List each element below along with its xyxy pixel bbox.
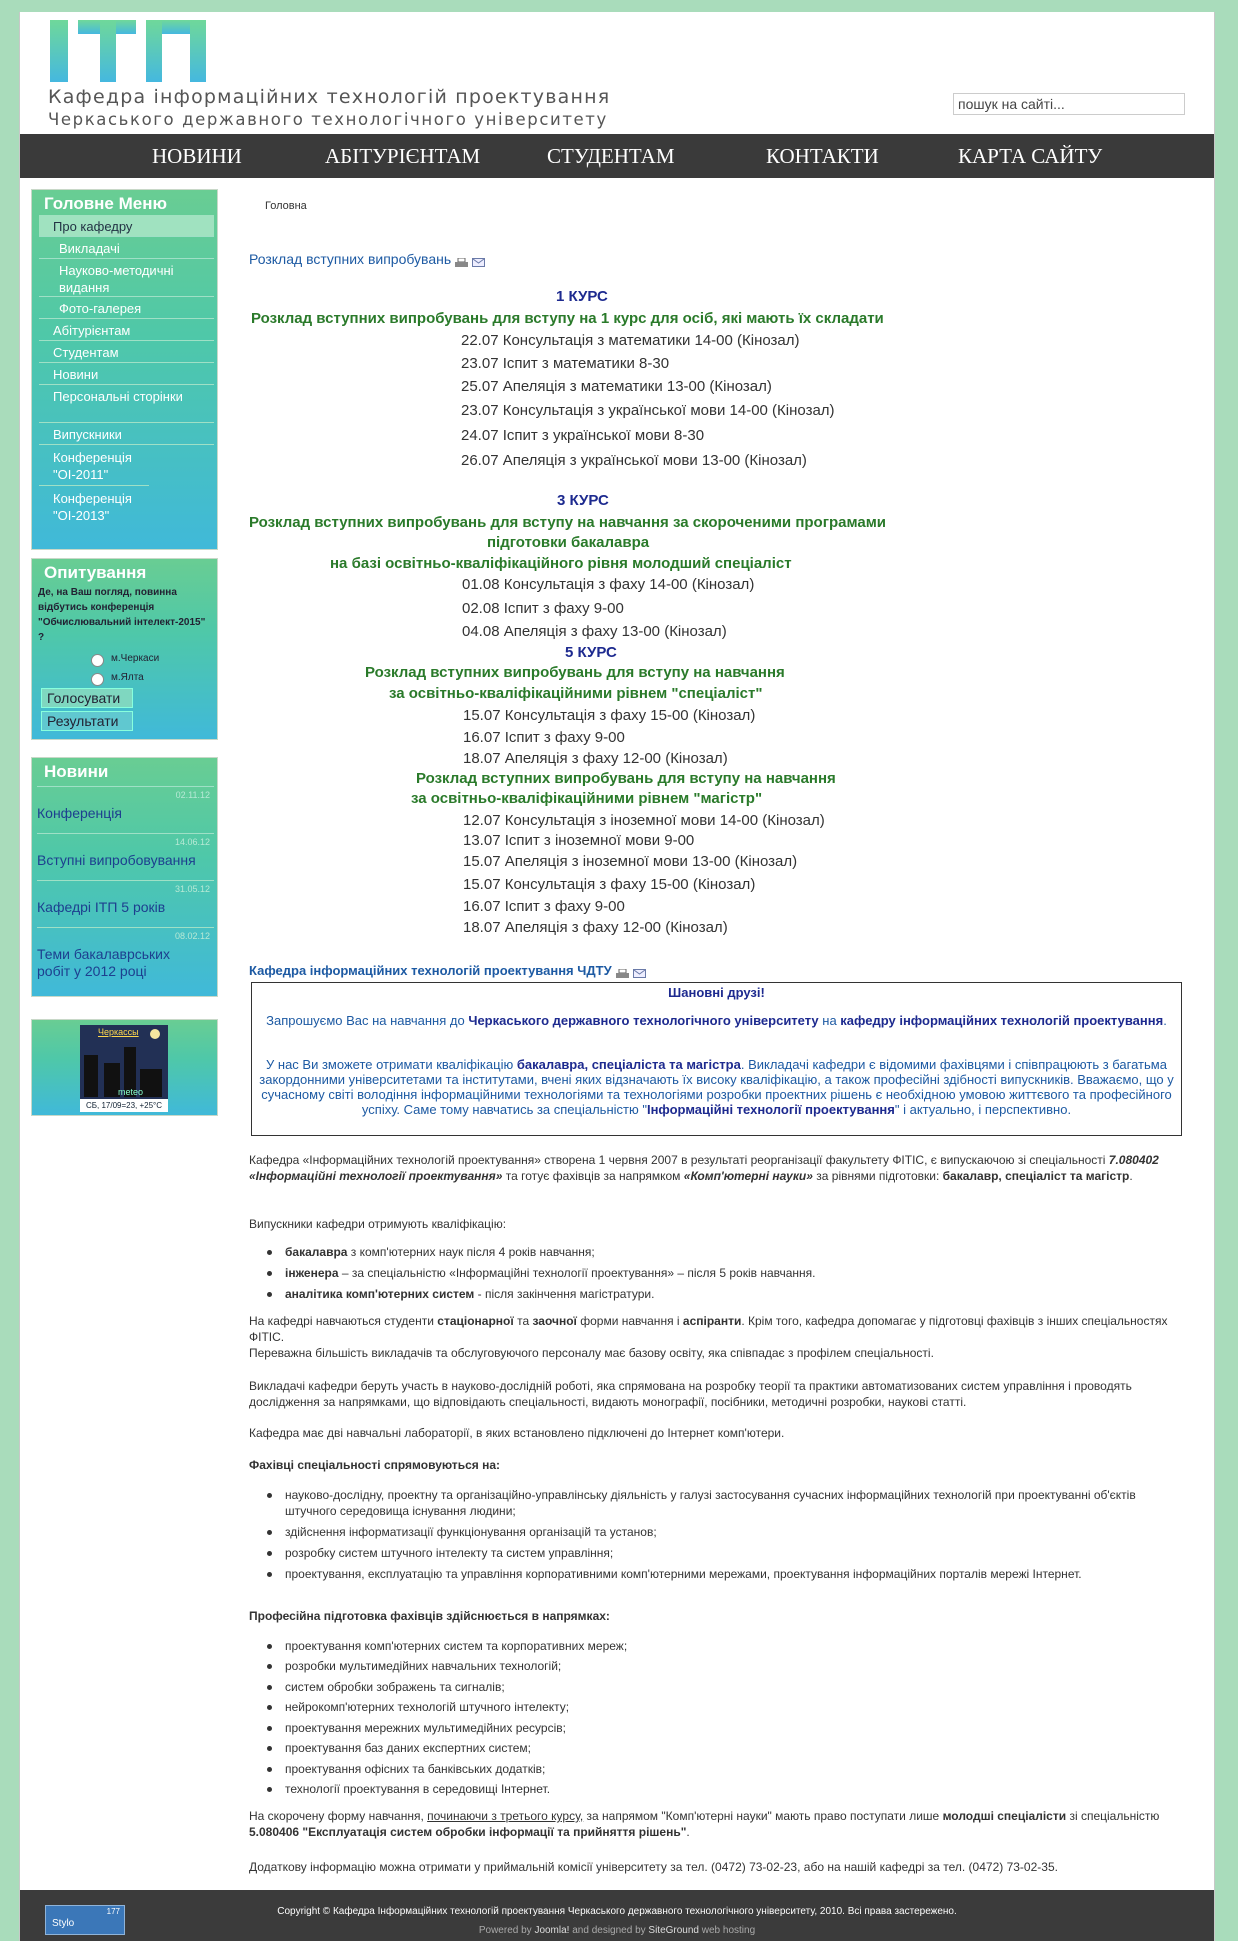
course3-label: 3 КУРС <box>557 492 609 509</box>
course5-heading: Розклад вступних випробувань для вступу на навчання <box>365 664 785 681</box>
email-icon[interactable] <box>633 967 646 977</box>
news-item <box>37 927 214 996</box>
menu-item-graduates[interactable]: Випускники <box>39 423 214 445</box>
search-input[interactable] <box>953 93 1185 115</box>
copyright: Copyright © Кафедра Інформаційних технологій проектування Черкаського державного технологічного університету, 2010. Всі права застережено. <box>277 1906 957 1917</box>
course5-heading: за освітньо-кваліфікаційними рівнем "магістр" <box>411 790 763 807</box>
list-item: бакалавра з комп'ютерних наук після 4 років навчання; <box>285 1244 1185 1260</box>
schedule-line: 01.08 Консультація з фаху 14-00 (Кінозал) <box>462 576 755 593</box>
schedule-line: 25.07 Апеляція з математики 13-00 (Кінозал) <box>461 378 772 395</box>
weather-city: Черкассы <box>98 1027 139 1037</box>
welcome-box <box>251 982 1182 1136</box>
article-title-link[interactable]: Кафедра інформаційних технологій проектування ЧДТУ <box>249 963 612 978</box>
schedule-line: 16.07 Іспит з фаху 9-00 <box>463 729 625 746</box>
nav-students[interactable]: СТУДЕНТАМ <box>547 144 675 168</box>
welcome-qualification: У нас Ви зможете отримати кваліфікацію бакалавра, спеціаліста та магістра. Викладачі кафедри є відомими фахівцями і співпрацюють з багатьма закордонними університетами та інститутами, вчені яких відзначають їх високу кваліфікацію, а також професійні здібності випускників. Вважаємо, що у сучасному світі володіння інформаційними технологіями та технологіями розробки проектних рішень є необхідною умовою життєвого та професійного успіху. Саме тому навчатись за спеціальністю "Інформаційні технології проектування" і актуально, і перспективно. <box>259 1057 1174 1117</box>
print-icon[interactable] <box>455 255 468 265</box>
weather-caption: СБ, 17/09=23, +25°C <box>80 1099 168 1112</box>
news-link[interactable]: Вступні випробовування <box>37 852 196 868</box>
about-subheading: Фахівці спеціальності спрямовуються на: <box>249 1458 500 1472</box>
list-item: технології проектування в середовищі Інтернет. <box>285 1781 1185 1797</box>
welcome-greeting: Шановні друзі! <box>668 985 765 1000</box>
news-title: Новини <box>44 762 109 781</box>
menu-item-conf-2011[interactable]: Конференція "OI-2011" <box>39 445 149 486</box>
menu-item-photo-gallery[interactable]: Фото-галерея <box>39 297 214 319</box>
course3-heading: на базі освітньо-кваліфікаційного рівня молодший спеціаліст <box>330 555 792 572</box>
course3-heading: підготовки бакалавра <box>487 534 650 551</box>
course1-label: 1 КУРС <box>556 288 608 305</box>
schedule-line: 26.07 Апеляція з української мови 13-00 (Кінозал) <box>461 452 807 469</box>
dept-name-line2: Черкаського державного технологічного університету <box>48 110 608 129</box>
news-link[interactable]: Теми бакалаврських робіт у 2012 році <box>37 946 171 979</box>
list-item: проектування офісних та банківських додатків; <box>285 1761 1185 1777</box>
poll-option-yalta: м.Ялта <box>111 672 144 683</box>
schedule-line: 22.07 Консультація з математики 14-00 (Кінозал) <box>461 332 800 349</box>
poll-vote-button[interactable]: Голосувати <box>41 688 133 708</box>
top-navigation <box>20 134 1214 178</box>
menu-item-publications[interactable]: Науково-методичні видання <box>39 259 214 297</box>
about-paragraph: Переважна більшість викладачів та обслуговуючого персоналу має базову освіту, яка співпадає з профілем спеціальності. <box>249 1346 934 1360</box>
list-item: систем обробки зображень та сигналів; <box>285 1679 1185 1695</box>
list-item: здійснення інформатизації функціонування організацій та установ; <box>285 1524 1185 1540</box>
menu-item-news[interactable]: Новини <box>39 363 214 385</box>
about-paragraph: Випускники кафедри отримують кваліфікацію: <box>249 1217 507 1231</box>
news-date: 14.06.12 <box>174 837 210 847</box>
siteground-link[interactable]: SiteGround <box>648 1925 699 1936</box>
welcome-invite: Запрошуємо Вас на навчання до Черкаського державного технологічного університету на кафедру інформаційних технологій проектування. <box>266 1013 1167 1028</box>
about-paragraph: На скорочену форму навчання, починаючи з третього курсу, за напрямом "Комп'ютерні науки" мають право поступати лише молодші спеціалісти зі спеціальністю 5.080406 "Експлуатація систем обробки інформації та прийняття рішень". <box>249 1809 1160 1839</box>
schedule-line: 18.07 Апеляція з фаху 12-00 (Кінозал) <box>463 919 728 936</box>
poll-question: Де, на Ваш погляд, повинна відбутись конференція "Обчислювальний інтелект-2015" ? <box>38 587 206 643</box>
schedule-line: 13.07 Іспит з іноземної мови 9-00 <box>463 832 695 849</box>
poll-radio-cherkasy[interactable] <box>91 654 104 667</box>
main-menu-title: Головне Меню <box>44 194 168 213</box>
print-icon[interactable] <box>616 967 629 977</box>
list-item: аналітика комп'ютерних систем - після закінчення магістратури. <box>285 1286 1185 1302</box>
news-date: 02.11.12 <box>175 790 210 800</box>
poll-results-button[interactable]: Результати <box>41 711 133 731</box>
schedule-line: 24.07 Іспит з української мови 8-30 <box>461 427 705 444</box>
news-item <box>37 833 214 881</box>
footer <box>20 1890 1214 1941</box>
news-link[interactable]: Кафедрі ІТП 5 років <box>37 899 166 915</box>
schedule-line: 04.08 Апеляція з фаху 13-00 (Кінозал) <box>462 623 727 640</box>
list-item: науково-дослідну, проектну та організаційно-управлінську діяльність у галузі застосування сучасних інформаційних технологій при проектуванні об'єктів штучного середовища існування людини; <box>285 1487 1185 1519</box>
list-item: проектування мережних мультимедійних ресурсів; <box>285 1720 1185 1736</box>
nav-contacts[interactable]: КОНТАКТИ <box>766 144 879 168</box>
schedule-line: 23.07 Консультація з української мови 14-00 (Кінозал) <box>461 402 835 419</box>
news-link[interactable]: Конференція <box>37 805 122 821</box>
list-item: нейрокомп'ютерних технологій штучного інтелекту; <box>285 1699 1185 1715</box>
menu-item-teachers[interactable]: Викладачі <box>39 237 214 259</box>
menu-item-personal-pages[interactable]: Персональні сторінки <box>39 385 214 423</box>
about-paragraph: Кафедра має дві навчальні лабораторії, в яких встановлено підключені до Інтернет комп'ютери. <box>249 1426 785 1440</box>
building-icon <box>84 1055 98 1097</box>
schedule-line: 15.07 Консультація з фаху 15-00 (Кінозал) <box>463 876 756 893</box>
course5-label: 5 КУРС <box>565 644 617 661</box>
schedule-line: 16.07 Іспит з фаху 9-00 <box>463 898 625 915</box>
counter-number: 177 <box>106 1907 120 1916</box>
list-item: проектування баз даних експертних систем; <box>285 1740 1185 1756</box>
course5-heading: за освітньо-кваліфікаційними рівнем "спеціаліст" <box>389 685 763 702</box>
course3-heading: Розклад вступних випробувань для вступу на навчання за скороченими програмами <box>249 514 887 531</box>
schedule-line: 02.08 Іспит з фаху 9-00 <box>462 600 624 617</box>
header <box>20 12 1214 134</box>
third-course-link[interactable]: починаючи з третього курсу, <box>427 1809 584 1823</box>
news-item <box>37 880 214 928</box>
building-icon <box>140 1069 162 1097</box>
menu-item-applicants[interactable]: Абітурієнтам <box>39 319 214 341</box>
schedule-line: 15.07 Консультація з фаху 15-00 (Кінозал) <box>463 707 756 724</box>
news-item <box>37 786 214 834</box>
dept-name-line1: Кафедра інформаційних технологій проектування <box>48 86 611 108</box>
schedule-line: 23.07 Іспит з математики 8-30 <box>461 355 670 372</box>
counter-label: Stylo <box>52 1918 75 1929</box>
about-paragraph: Кафедра «Інформаційних технологій проектування» створена 1 червня 2007 в результаті реорганізації факультету ФІТІС, є випускаючою зі спеціальності 7.080402 «Інформаційні технології проектування» та готує фахівців за напрямком «Комп'ютерні науки» за рівнями підготовки: бакалавр, спеціаліст та магістр. <box>249 1153 1159 1183</box>
news-date: 31.05.12 <box>174 884 210 894</box>
breadcrumb: Головна <box>265 200 307 212</box>
list-item: інженера – за спеціальністю «Інформаційні технології проектування» – після 5 років навчання. <box>285 1265 1185 1281</box>
poll-option-cherkasy: м.Черкаси <box>111 653 160 664</box>
schedule-line: 18.07 Апеляція з фаху 12-00 (Кінозал) <box>463 750 728 767</box>
poll-radio-yalta[interactable] <box>91 673 104 686</box>
article-title-link[interactable]: Розклад вступних випробувань <box>249 251 452 267</box>
nav-news[interactable]: НОВИНИ <box>152 144 242 168</box>
menu-item-students[interactable]: Студентам <box>39 341 214 363</box>
news-box <box>31 757 218 997</box>
course5-heading: Розклад вступних випробувань для вступу на навчання <box>416 770 836 787</box>
article-title-about <box>249 963 646 978</box>
course1-heading: Розклад вступних випробувань для вступу на 1 курс для осіб, які мають їх складати <box>251 310 884 327</box>
schedule-line: 15.07 Апеляція з іноземної мови 13-00 (Кінозал) <box>463 853 798 870</box>
list-item: розробку систем штучного інтелекту та систем управління; <box>285 1545 1185 1561</box>
main-menu <box>31 189 218 550</box>
menu-item-about[interactable]: Про кафедру <box>39 215 214 237</box>
moon-icon <box>150 1029 160 1039</box>
page <box>19 12 1215 1941</box>
list-item: розробки мультимедійних навчальних технологій; <box>285 1658 1185 1674</box>
about-paragraph: Додаткову інформацію можна отримати у приймальній комісії університету за тел. (0472) 73-02-23, або на нашій кафедрі за тел. (0472) 73-02-35. <box>249 1860 1058 1874</box>
nav-applicants[interactable]: АБІТУРІЄНТАМ <box>325 144 481 168</box>
about-subheading: Професійна підготовка фахівців здійснюється в напрямках: <box>249 1609 610 1623</box>
about-paragraph: Викладачі кафедри беруть участь в науково-дослідній роботі, яка спрямована на розробку теорії та практики автоматизованих систем управління і проводять дослідження за напрямками, що відповідають спеціальності, видають монографії, посібники, методичні розробки, наукові статті. <box>249 1379 1132 1409</box>
menu-item-conf-2013[interactable]: Конференція "OI-2013" <box>53 491 132 523</box>
article-title-schedule <box>249 251 485 267</box>
email-icon[interactable] <box>472 255 485 265</box>
weather-box <box>31 1019 218 1116</box>
schedule-line: 12.07 Консультація з іноземної мови 14-00 (Кінозал) <box>463 812 825 829</box>
nav-sitemap[interactable]: КАРТА САЙТУ <box>958 144 1103 168</box>
about-paragraph: На кафедрі навчаються студенти стаціонарної та заочної форми навчання і аспіранти. Крім того, кафедра допомагає у підготовці фахівців з інших спеціальностях ФІТІС. <box>249 1314 1168 1344</box>
weather-brand: meteo <box>118 1087 144 1097</box>
joomla-link[interactable]: Joomla! <box>534 1925 570 1936</box>
logo-itp-icon <box>48 18 208 84</box>
list-item: проектування комп'ютерних систем та корпоративних мереж; <box>285 1638 1185 1654</box>
list-item: проектування, експлуатацію та управління корпоративними комп'ютерними мережами, проектування інформаційних порталів мережі Інтернет. <box>285 1566 1185 1582</box>
news-date: 08.02.12 <box>174 931 210 941</box>
poll-title: Опитування <box>44 563 147 582</box>
powered-by: Powered by Joomla! and designed by SiteGround web hosting <box>478 1925 756 1936</box>
weather-widget[interactable] <box>80 1025 168 1112</box>
poll-box <box>31 558 218 740</box>
